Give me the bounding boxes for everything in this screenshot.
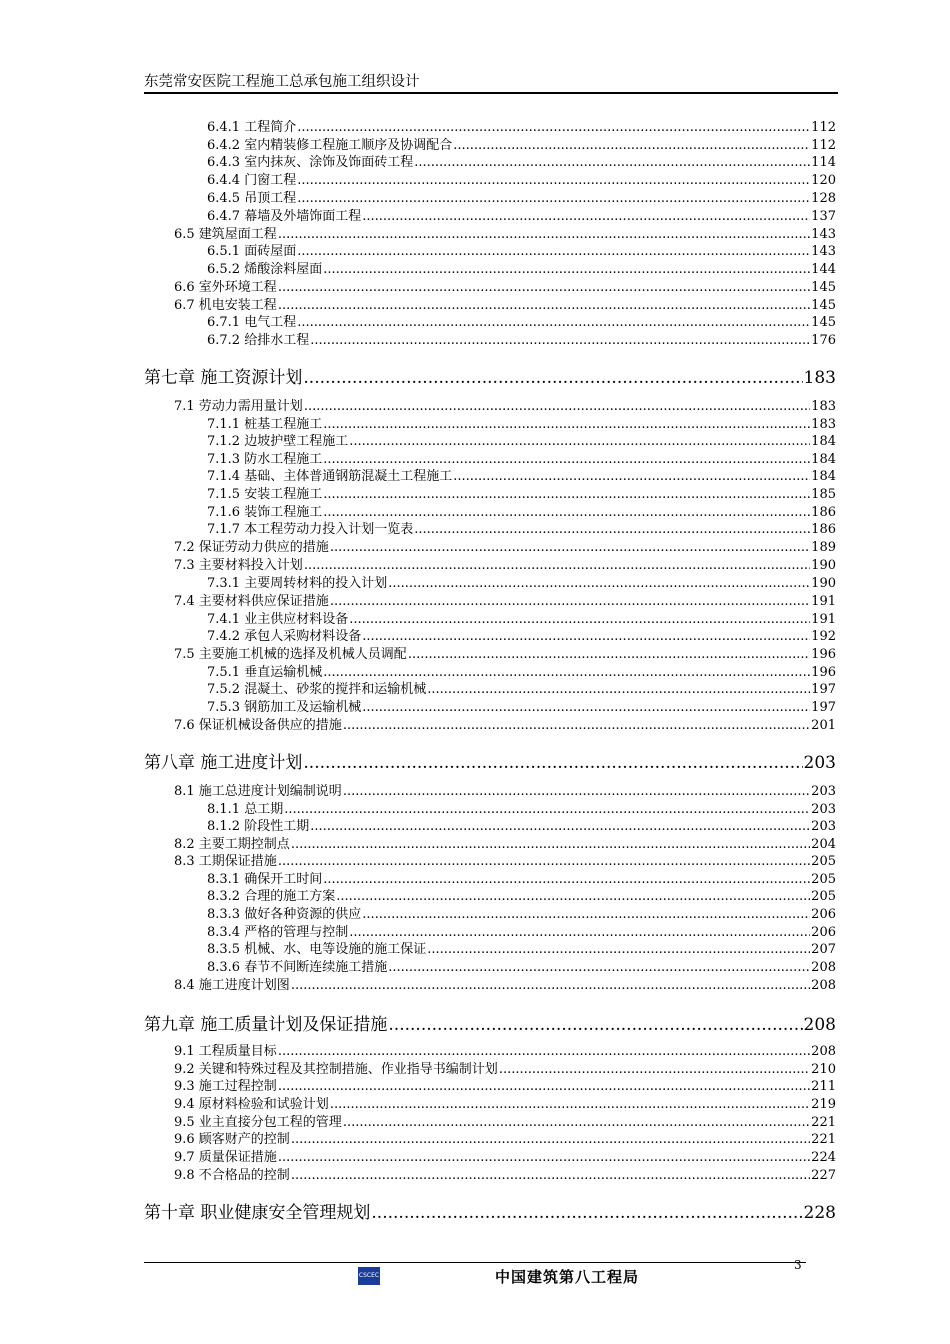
toc-entry-page: 190: [811, 558, 836, 573]
toc-entry[interactable]: [207, 885, 836, 902]
toc-entry[interactable]: [174, 294, 836, 311]
toc-entry-page: 183: [803, 368, 836, 388]
toc-entry-label: 7.1.6 装饰工程施工: [207, 505, 323, 520]
toc-entry[interactable]: [207, 956, 836, 973]
toc-entry-label: 9.5 业主直接分包工程的管理: [174, 1115, 342, 1130]
toc-dot-leader: [278, 1150, 810, 1165]
toc-entry-page: 196: [811, 647, 836, 662]
toc-entry-label: 8.1 施工总进度计划编制说明: [174, 784, 342, 799]
toc-entry-label: 9.1 工程质量目标: [174, 1044, 277, 1059]
toc-entry[interactable]: [207, 483, 836, 500]
toc-entry[interactable]: [207, 921, 836, 938]
toc-entry-page: 137: [811, 209, 836, 224]
toc-entry-label: 6.5.2 烯酸涂料屋面: [207, 262, 323, 277]
toc-entry-label: 7.6 保证机械设备供应的措施: [174, 718, 342, 733]
toc-entry-page: 208: [803, 1015, 836, 1035]
toc-entry-label: 7.1.4 基础、主体普通钢筋混凝土工程施工: [207, 469, 453, 484]
toc-entry-page: 221: [811, 1115, 836, 1130]
toc-entry-label: 9.3 施工过程控制: [174, 1079, 277, 1094]
toc-entry[interactable]: [207, 169, 836, 186]
toc-entry[interactable]: [207, 448, 836, 465]
toc-chapter-entry[interactable]: [144, 748, 836, 773]
toc-entry-label: 6.4.7 幕墙及外墙饰面工程: [207, 209, 362, 224]
toc-entry[interactable]: [207, 625, 836, 642]
toc-entry-label: 7.5.2 混凝土、砂浆的搅拌和运输机械: [207, 682, 427, 697]
toc-entry[interactable]: [207, 572, 836, 589]
toc-chapter-entry[interactable]: [144, 363, 836, 388]
toc-entry-page: 120: [811, 173, 836, 188]
toc-entry-label: 第十章 职业健康安全管理规划: [144, 1203, 371, 1223]
toc-entry-page: 186: [811, 522, 836, 537]
toc-entry-page: 145: [811, 315, 836, 330]
toc-chapter-entry[interactable]: [144, 1198, 836, 1223]
toc-dot-leader: [408, 647, 810, 662]
toc-entry[interactable]: [174, 714, 836, 731]
toc-entry[interactable]: [207, 430, 836, 447]
toc-entry-page: 207: [811, 942, 836, 957]
toc-entry[interactable]: [207, 501, 836, 518]
toc-entry-page: 221: [811, 1132, 836, 1147]
toc-entry-page: 112: [811, 120, 836, 135]
toc-entry-page: 192: [811, 629, 836, 644]
toc-dot-leader: [310, 333, 810, 348]
toc-entry[interactable]: [207, 311, 836, 328]
toc-entry-label: 8.3 工期保证措施: [174, 854, 277, 869]
toc-entry-page: 208: [811, 978, 836, 993]
toc-dot-leader: [343, 718, 810, 733]
toc-entry-label: 8.4 施工进度计划图: [174, 978, 290, 993]
toc-entry-page: 206: [811, 907, 836, 922]
toc-dot-leader: [349, 434, 810, 449]
toc-entry-page: 227: [811, 1168, 836, 1183]
toc-entry[interactable]: [207, 151, 836, 168]
toc-entry-label: 6.7 机电安装工程: [174, 298, 277, 313]
toc-entry[interactable]: [207, 798, 836, 815]
toc-entry-label: 7.5.3 钢筋加工及运输机械: [207, 700, 362, 715]
toc-dot-leader: [371, 1203, 802, 1223]
toc-entry-label: 6.5 建筑屋面工程: [174, 227, 277, 242]
toc-dot-leader: [291, 1168, 810, 1183]
toc-entry-label: 6.4.1 工程简介: [207, 120, 297, 135]
toc-entry-page: 183: [811, 417, 836, 432]
toc-entry-label: 8.3.3 做好各种资源的供应: [207, 907, 362, 922]
toc-entry-label: 8.2 主要工期控制点: [174, 837, 290, 852]
toc-entry[interactable]: [174, 1040, 836, 1057]
toc-entry-label: 6.4.3 室内抹灰、涂饰及饰面砖工程: [207, 155, 414, 170]
toc-entry[interactable]: [207, 240, 836, 257]
toc-entry[interactable]: [207, 938, 836, 955]
toc-entry-label: 7.1.3 防水工程施工: [207, 452, 323, 467]
toc-entry-page: 184: [811, 452, 836, 467]
toc-entry-page: 197: [811, 700, 836, 715]
toc-dot-leader: [362, 700, 810, 715]
toc-dot-leader: [336, 889, 810, 904]
toc-entry[interactable]: [174, 536, 836, 553]
toc-dot-leader: [304, 558, 810, 573]
toc-entry-page: 143: [811, 227, 836, 242]
toc-entry-page: 205: [811, 889, 836, 904]
toc-entry-label: 9.6 顾客财产的控制: [174, 1132, 290, 1147]
toc-entry-label: 7.1.5 安装工程施工: [207, 487, 323, 502]
toc-entry-label: 8.3.1 确保开工时间: [207, 872, 323, 887]
toc-dot-leader: [427, 942, 810, 957]
toc-entry-page: 203: [811, 784, 836, 799]
toc-entry-page: 206: [811, 925, 836, 940]
toc-entry[interactable]: [207, 518, 836, 535]
toc-entry[interactable]: [207, 465, 836, 482]
toc-entry-label: 9.2 关键和特殊过程及其控制措施、作业指导书编制计划: [174, 1062, 498, 1077]
toc-entry-label: 6.5.1 面砖屋面: [207, 244, 297, 259]
toc-entry[interactable]: [207, 205, 836, 222]
toc-entry[interactable]: [207, 258, 836, 275]
toc-dot-leader: [323, 262, 810, 277]
toc-entry-page: 190: [811, 576, 836, 591]
toc-dot-leader: [414, 155, 810, 170]
toc-entry-label: 7.1.1 桩基工程施工: [207, 417, 323, 432]
toc-entry-label: 7.3 主要材料投入计划: [174, 558, 303, 573]
toc-entry[interactable]: [207, 696, 836, 713]
toc-entry[interactable]: [174, 395, 836, 412]
toc-entry-page: 183: [811, 399, 836, 414]
toc-entry-label: 7.4.2 承包人采购材料设备: [207, 629, 362, 644]
toc-entry-page: 189: [811, 540, 836, 555]
toc-dot-leader: [388, 1015, 802, 1035]
toc-entry-page: 145: [811, 298, 836, 313]
toc-dot-leader: [297, 315, 810, 330]
toc-entry-page: 204: [811, 837, 836, 852]
toc-entry-page: 208: [811, 1044, 836, 1059]
toc-dot-leader: [343, 784, 810, 799]
toc-entry-page: 228: [803, 1203, 836, 1223]
toc-dot-leader: [310, 819, 810, 834]
toc-entry-label: 6.6 室外环境工程: [174, 280, 277, 295]
toc-entry-page: 145: [811, 280, 836, 295]
toc-entry-page: 191: [811, 612, 836, 627]
toc-entry[interactable]: [207, 678, 836, 695]
toc-entry-label: 9.8 不合格品的控制: [174, 1168, 290, 1183]
toc-entry[interactable]: [207, 608, 836, 625]
toc-entry-label: 8.3.4 严格的管理与控制: [207, 925, 349, 940]
toc-entry-page: 203: [803, 753, 836, 773]
toc-entry-page: 219: [811, 1097, 836, 1112]
toc-dot-leader: [297, 173, 810, 188]
toc-entry-label: 第八章 施工进度计划: [144, 753, 303, 773]
toc-entry-page: 208: [811, 960, 836, 975]
toc-entry-label: 9.7 质量保证措施: [174, 1150, 277, 1165]
toc-entry-page: 114: [811, 155, 836, 170]
toc-dot-leader: [362, 629, 810, 644]
toc-entry[interactable]: [174, 554, 836, 571]
toc-entry[interactable]: [174, 276, 836, 293]
toc-entry-label: 6.4.5 吊顶工程: [207, 191, 297, 206]
toc-entry-page: 203: [811, 802, 836, 817]
toc-dot-leader: [330, 594, 810, 609]
toc-dot-leader: [330, 540, 810, 555]
toc-entry-label: 8.3.5 机械、水、电等设施的施工保证: [207, 942, 427, 957]
toc-entry-page: 128: [811, 191, 836, 206]
toc-entry-page: 185: [811, 487, 836, 502]
toc-entry-page: 205: [811, 854, 836, 869]
toc-entry-page: 112: [811, 138, 836, 153]
toc-entry-label: 7.1.2 边坡护壁工程施工: [207, 434, 349, 449]
toc-entry[interactable]: [207, 187, 836, 204]
toc-dot-leader: [388, 576, 810, 591]
toc-entry-label: 6.7.2 给排水工程: [207, 333, 310, 348]
toc-entry[interactable]: [207, 661, 836, 678]
toc-dot-leader: [291, 978, 810, 993]
toc-entry[interactable]: [174, 1146, 836, 1163]
toc-chapter-entry[interactable]: [144, 1010, 836, 1035]
toc-dot-leader: [388, 960, 810, 975]
footer-rule: [144, 1262, 806, 1263]
toc-entry[interactable]: [174, 223, 836, 240]
toc-entry-page: 211: [811, 1079, 836, 1094]
toc-entry[interactable]: [174, 833, 836, 850]
toc-entry-label: 8.3.2 合理的施工方案: [207, 889, 336, 904]
toc-entry[interactable]: [174, 1075, 836, 1092]
header-rule: [144, 92, 838, 94]
toc-dot-leader: [297, 191, 810, 206]
toc-entry-page: 176: [811, 333, 836, 348]
toc-entry-label: 第九章 施工质量计划及保证措施: [144, 1015, 388, 1035]
toc-dot-leader: [278, 280, 810, 295]
company-logo-icon: CSCEC: [358, 1267, 380, 1285]
toc-entry[interactable]: [174, 1164, 836, 1181]
toc-dot-leader: [414, 522, 810, 537]
toc-dot-leader: [427, 682, 810, 697]
toc-dot-leader: [291, 1132, 810, 1147]
toc-entry[interactable]: [174, 590, 836, 607]
toc-entry-label: 7.4.1 业主供应材料设备: [207, 612, 349, 627]
toc-entry[interactable]: [207, 868, 836, 885]
toc-entry-page: 196: [811, 665, 836, 680]
toc-entry-label: 7.1 劳动力需用量计划: [174, 399, 303, 414]
toc-entry[interactable]: [207, 413, 836, 430]
toc-entry[interactable]: [207, 903, 836, 920]
toc-entry[interactable]: [174, 1128, 836, 1145]
toc-entry-page: 210: [811, 1062, 836, 1077]
toc-entry-label: 第七章 施工资源计划: [144, 368, 303, 388]
toc-entry-page: 144: [811, 262, 836, 277]
toc-entry-page: 203: [811, 819, 836, 834]
toc-entry-page: 186: [811, 505, 836, 520]
company-name: 中国建筑第八工程局: [495, 1268, 640, 1286]
toc-entry[interactable]: [174, 1058, 836, 1075]
toc-entry-page: 205: [811, 872, 836, 887]
toc-entry-label: 6.4.2 室内精装修工程施工顺序及协调配合: [207, 138, 453, 153]
toc-entry[interactable]: [174, 780, 836, 797]
toc-entry-label: 7.1.7 本工程劳动力投入计划一览表: [207, 522, 414, 537]
toc-entry[interactable]: [174, 1093, 836, 1110]
toc-entry-page: 191: [811, 594, 836, 609]
toc-dot-leader: [297, 120, 810, 135]
toc-entry[interactable]: [174, 850, 836, 867]
toc-entry[interactable]: [174, 974, 836, 991]
toc-dot-leader: [362, 209, 810, 224]
toc-dot-leader: [323, 487, 810, 502]
toc-entry-label: 7.5.1 垂直运输机械: [207, 665, 323, 680]
toc-entry-label: 9.4 原材料检验和试验计划: [174, 1097, 329, 1112]
toc-dot-leader: [304, 399, 810, 414]
toc-entry-label: 8.1.1 总工期: [207, 802, 284, 817]
toc-entry-label: 7.3.1 主要周转材料的投入计划: [207, 576, 388, 591]
toc-entry[interactable]: [207, 815, 836, 832]
page-number: 3: [794, 1258, 802, 1272]
toc-entry-page: 201: [811, 718, 836, 733]
toc-entry-page: 224: [811, 1150, 836, 1165]
toc-entry-page: 197: [811, 682, 836, 697]
toc-entry-label: 7.2 保证劳动力供应的措施: [174, 540, 329, 555]
toc-dot-leader: [303, 368, 802, 388]
toc-entry-label: 7.5 主要施工机械的选择及机械人员调配: [174, 647, 407, 662]
toc-entry-label: 7.4 主要材料供应保证措施: [174, 594, 329, 609]
document-header-title: 东莞常安医院工程施工总承包施工组织设计: [144, 74, 420, 90]
toc-entry-label: 8.1.2 阶段性工期: [207, 819, 310, 834]
toc-entry-page: 143: [811, 244, 836, 259]
toc-entry[interactable]: [207, 134, 836, 151]
toc-entry-label: 6.4.4 门窗工程: [207, 173, 297, 188]
toc-entry-page: 184: [811, 469, 836, 484]
toc-dot-leader: [278, 854, 810, 869]
toc-dot-leader: [278, 1079, 810, 1094]
toc-dot-leader: [303, 753, 802, 773]
toc-entry-label: 8.3.6 春节不间断连续施工措施: [207, 960, 388, 975]
toc-entry-page: 184: [811, 434, 836, 449]
toc-entry[interactable]: [174, 643, 836, 660]
toc-dot-leader: [362, 907, 810, 922]
toc-dot-leader: [278, 1044, 810, 1059]
toc-dot-leader: [453, 469, 810, 484]
toc-entry-label: 6.7.1 电气工程: [207, 315, 297, 330]
toc-entry[interactable]: [207, 329, 836, 346]
toc-dot-leader: [297, 244, 810, 259]
toc-dot-leader: [330, 1097, 810, 1112]
toc-entry[interactable]: [207, 116, 836, 133]
toc-entry[interactable]: [174, 1111, 836, 1128]
